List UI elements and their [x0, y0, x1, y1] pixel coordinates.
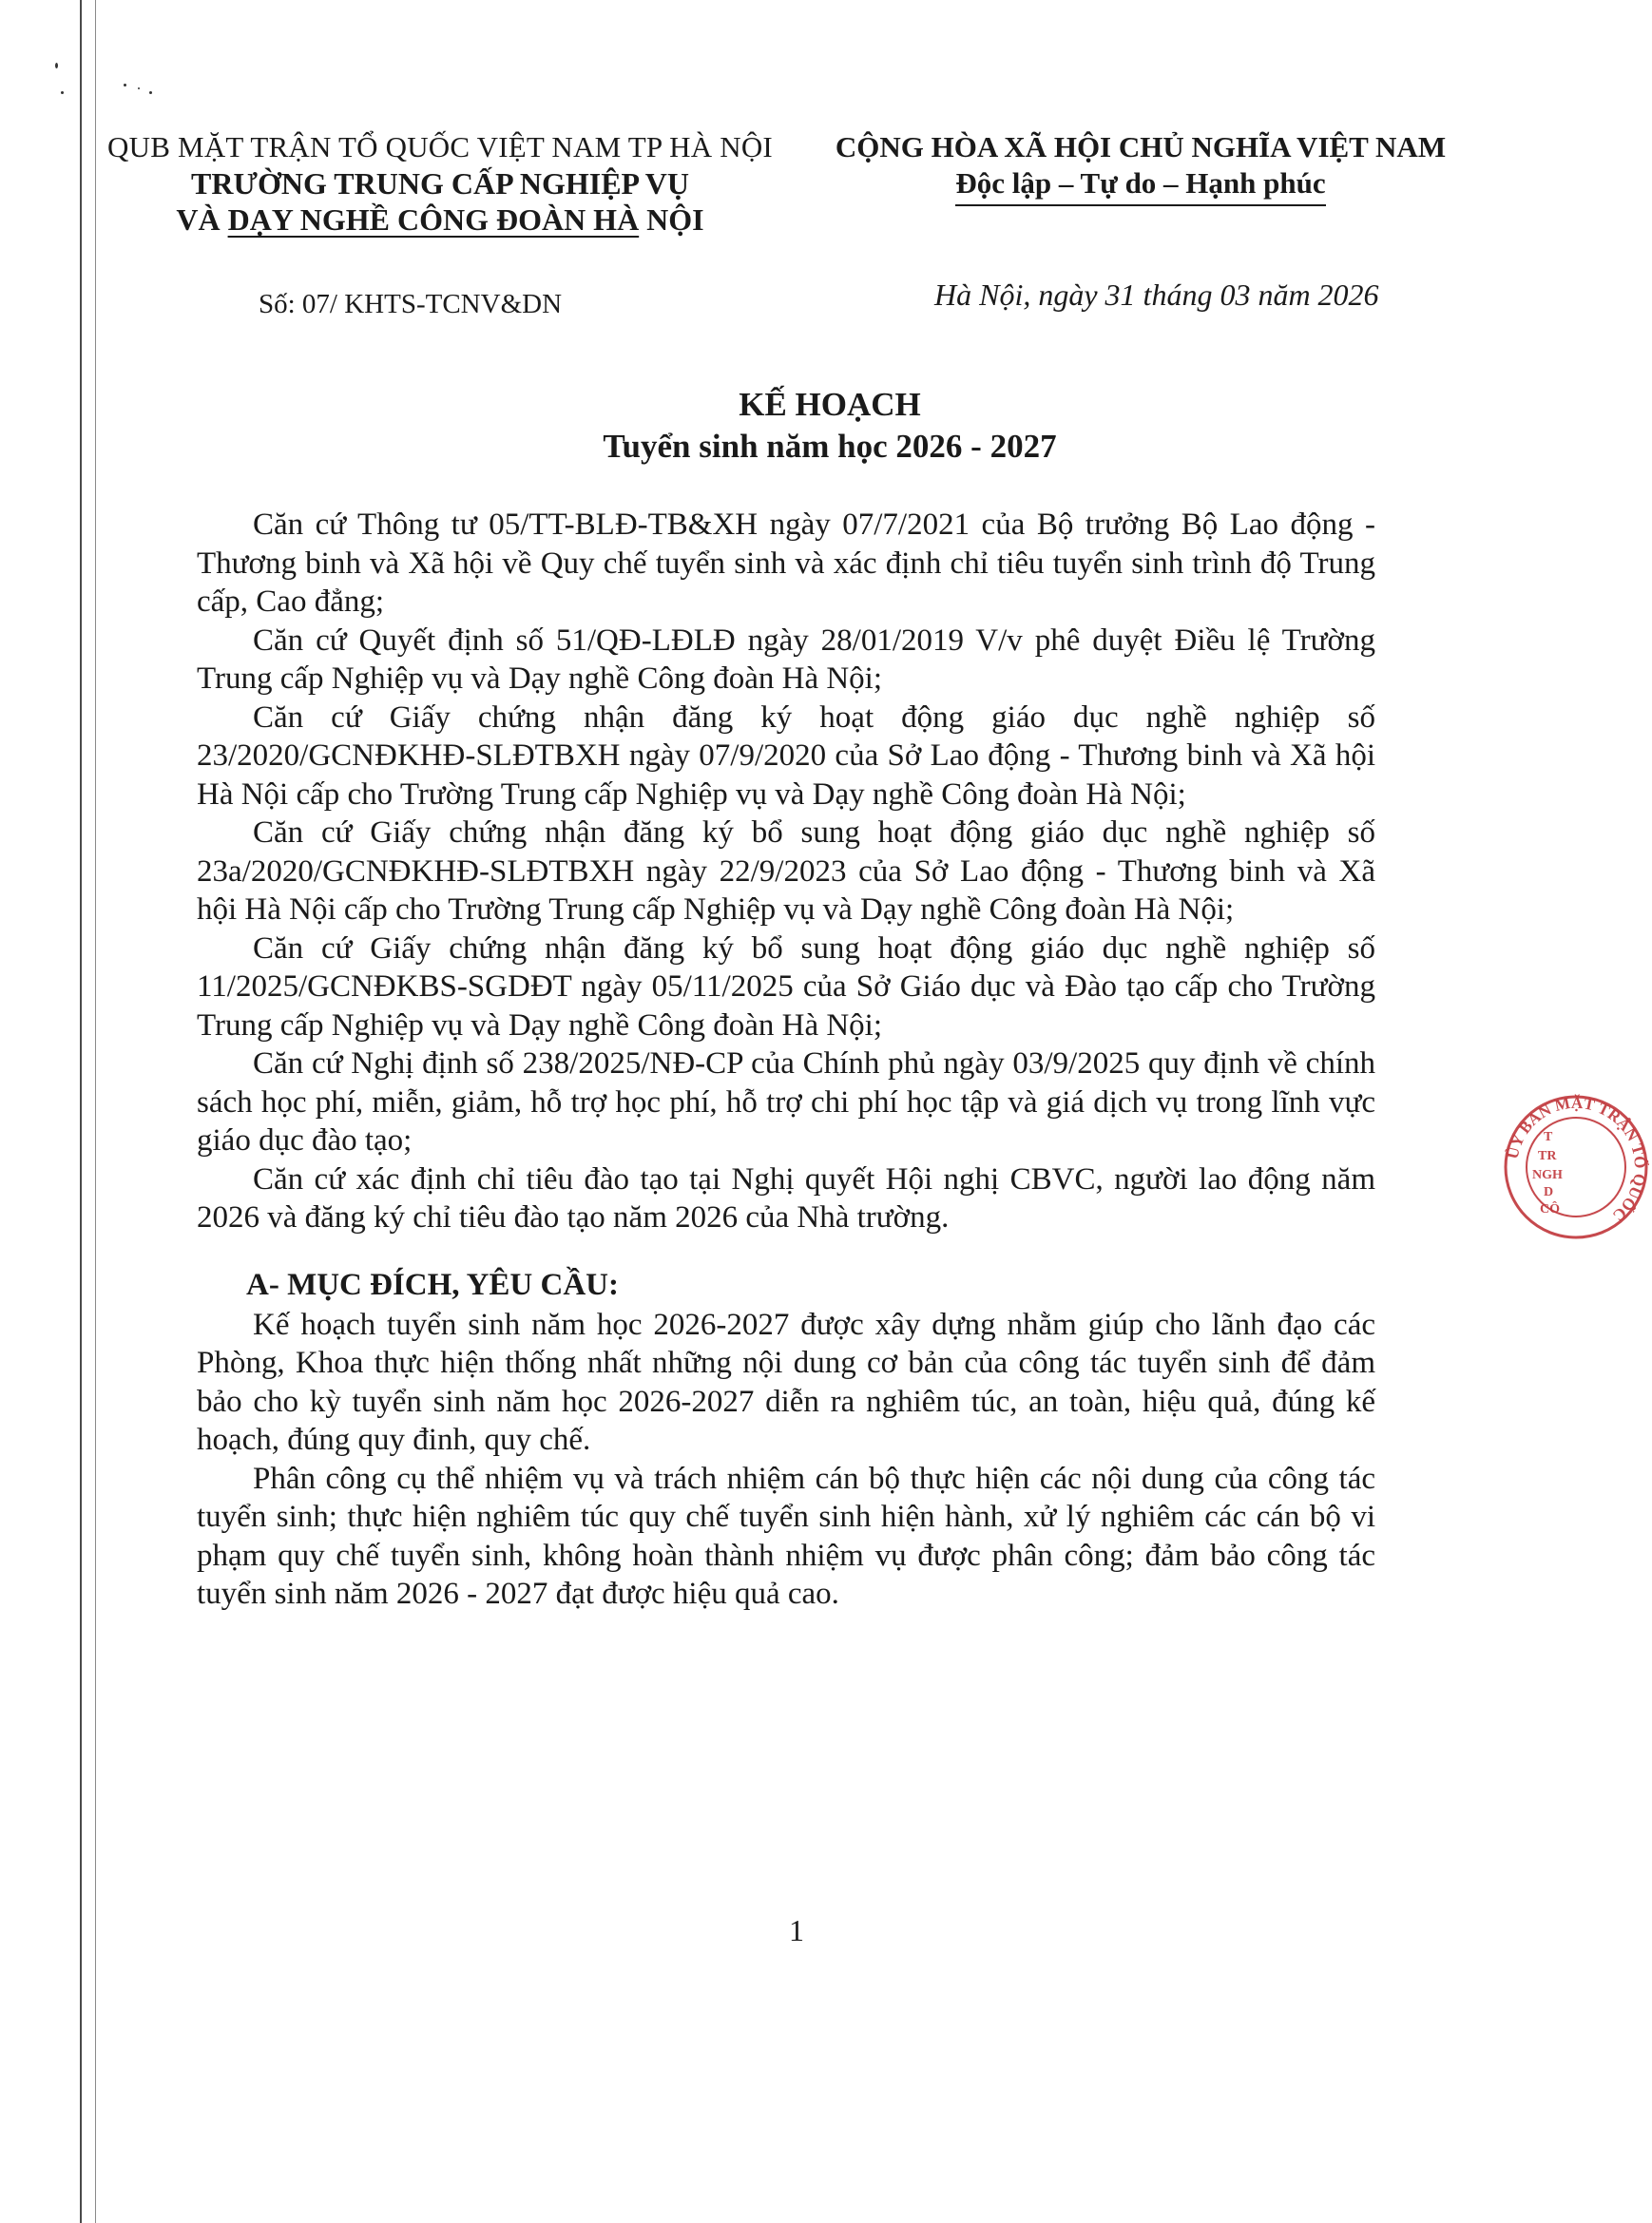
republic-title: CỘNG HÒA XÃ HỘI CHỦ NGHĨA VIỆT NAM	[835, 130, 1447, 163]
parent-organization	[74, 129, 806, 165]
section-a-paragraph: Phân công cụ thể nhiệm vụ và trách nhiệm cán bộ thực hiện các nội dung của công tác tuyển sinh; thực hiện nghiêm túc quy chế tuyển sinh hiện hành, xử lý nghiêm các cán bộ vi phạm quy chế tuyển sinh, không hoàn thành nhiệm vụ được phân công; đảm bảo công tác tuyển sinh năm 2026 - 2027 đạt được hiệu quả cao.	[197, 1461, 1375, 1611]
seal-inner-text: NGH	[1532, 1168, 1563, 1182]
national-motto: Độc lập – Tự do – Hạnh phúc	[955, 165, 1325, 206]
seal-inner-text: D	[1544, 1185, 1554, 1199]
document-body	[197, 506, 1375, 1614]
svg-text:ỦY BAN MẶT TRẬN TỔ QUỐC	[1504, 1094, 1651, 1225]
scan-speck	[61, 91, 64, 94]
document-type: KẾ HOẠCH	[739, 386, 921, 423]
legal-basis-paragraph: Căn cứ Giấy chứng nhận đăng ký bổ sung hoạt động giáo dục nghề nghiệp số 23a/2020/GCNĐKHĐ-SLĐTBXH ngày 22/9/2023 của Sở Lao động - Thương binh và Xã hội Hà Nội cấp cho Trường Trung cấp Nghiệp vụ và Dạy nghề Công đoàn Hà Nội;	[197, 815, 1375, 927]
org-prefix: Q	[107, 130, 129, 163]
scan-edge-line	[80, 0, 82, 2223]
document-number: Số: 07/ KHTS-TCNV&DN	[259, 289, 563, 319]
seal-inner-text: TR	[1538, 1149, 1557, 1163]
place-and-date: Hà Nội, ngày 31 tháng 03 năm 2026	[934, 278, 1379, 312]
scan-speck	[149, 91, 152, 94]
national-header-block	[817, 129, 1464, 206]
scan-speck	[138, 87, 140, 89]
school-name-line2	[74, 201, 806, 238]
scan-edge-line	[95, 0, 96, 2223]
section-a-heading: A- MỤC ĐÍCH, YÊU CẦU:	[246, 1267, 619, 1302]
scan-speck	[55, 63, 58, 68]
legal-basis-paragraph: Căn cứ xác định chỉ tiêu đào tạo tại Nghị quyết Hội nghị CBVC, người lao động năm 2026 và đăng ký chỉ tiêu đào tạo năm 2026 của Nhà trường.	[197, 1161, 1375, 1235]
school-name-pre: VÀ	[176, 202, 228, 237]
legal-basis-paragraph: Căn cứ Giấy chứng nhận đăng ký bổ sung hoạt động giáo dục nghề nghiệp số 11/2025/GCNĐKBS-SGDĐT ngày 05/11/2025 của Sở Giáo dục và Đào tạo cấp cho Trường Trung cấp Nghiệp vụ và Dạy nghề Công đoàn Hà Nội;	[197, 930, 1375, 1043]
org-name: UB MẶT TRẬN TỔ QUỐC VIỆT NAM TP HÀ NỘI	[128, 130, 773, 163]
document-subject: Tuyển sinh năm học 2026 - 2027	[603, 428, 1057, 465]
legal-basis-paragraph: Căn cứ Thông tư 05/TT-BLĐ-TB&XH ngày 07/7/2021 của Bộ trưởng Bộ Lao động - Thương binh và Xã hội về Quy chế tuyển sinh và xác định chỉ tiêu tuyển sinh trình độ Trung cấp, Cao đẳng;	[197, 508, 1375, 619]
page-number: 1	[789, 1913, 804, 1947]
school-name-underlined: DẠY NGHỀ CÔNG ĐOÀN HÀ	[227, 202, 640, 237]
official-seal-stamp	[1500, 1091, 1652, 1243]
legal-basis-paragraph: Căn cứ Quyết định số 51/QĐ-LĐLĐ ngày 28/01/2019 V/v phê duyệt Điều lệ Trường Trung cấp Nghiệp vụ và Dạy nghề Công đoàn Hà Nội;	[197, 623, 1375, 696]
seal-inner-text: CÔ	[1540, 1202, 1560, 1217]
section-a-paragraph: Kế hoạch tuyển sinh năm học 2026-2027 được xây dựng nhằm giúp cho lãnh đạo các Phòng, Khoa thực hiện thống nhất những nội dung cơ bản của công tác tuyển sinh để đảm bảo cho kỳ tuyển sinh năm học 2026-2027 diễn ra nghiêm túc, an toàn, hiệu quả, đúng kế hoạch, đúng quy đinh, quy chế.	[197, 1307, 1375, 1457]
legal-basis-paragraph: Căn cứ Nghị định số 238/2025/NĐ-CP của Chính phủ ngày 03/9/2025 quy định về chính sách học phí, miễn, giảm, hỗ trợ học phí, hỗ trợ chi phí học tập và giá dịch vụ trong lĩnh vực giáo dục đào tạo;	[197, 1046, 1375, 1158]
seal-inner-text: T	[1544, 1130, 1553, 1144]
legal-basis-paragraph: Căn cứ Giấy chứng nhận đăng ký hoạt động giáo dục nghề nghiệp số 23/2020/GCNĐKHĐ-SLĐTBXH ngày 07/9/2020 của Sở Lao động - Thương binh và Xã hội Hà Nội cấp cho Trường Trung cấp Nghiệp vụ và Dạy nghề Công đoàn Hà Nội;	[197, 699, 1375, 812]
issuing-agency-block	[74, 129, 806, 238]
school-name-line1: TRƯỜNG TRUNG CẤP NGHIỆP VỤ	[191, 166, 689, 201]
document-title-block	[0, 384, 1574, 468]
scan-speck	[124, 84, 126, 86]
school-name-post: NỘI	[639, 202, 704, 237]
seal-ring-text: ỦY BAN MẶT TRẬN TỔ QUỐC	[1503, 1093, 1650, 1225]
